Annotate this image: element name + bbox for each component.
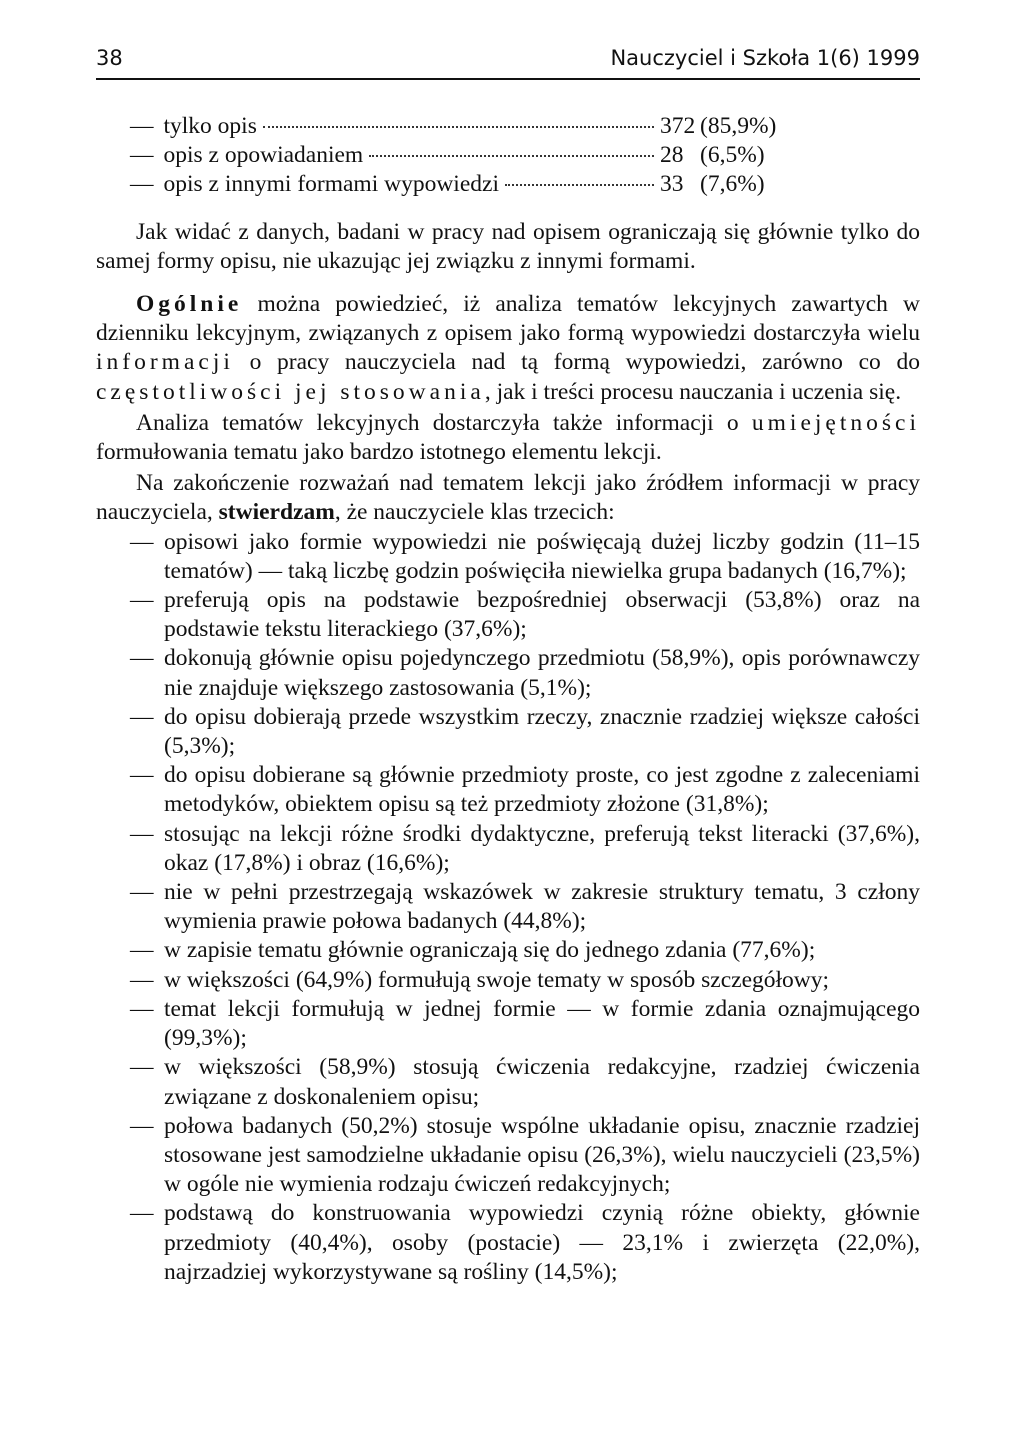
page-header [96, 44, 920, 78]
conclusion-text: w zapisie tematu głównie ograniczają się do jednego zdania (77,6%); [164, 937, 816, 964]
conclusion-item [96, 966, 920, 995]
text-run: można powiedzieć, iż analiza tematów lekcyjnych zawartych w dzienniku lekcyjnym, związanych z opisem jako formą wypowiedzi dostarczyła wielu [96, 291, 920, 347]
dash: — [130, 528, 154, 555]
dash: — [130, 645, 154, 672]
conclusion-text: nie w pełni przestrzegają wskazówek w zakresie struktury tematu, 3 człony wymienia prawie połowa badanych (44,8%); [164, 879, 920, 935]
stat-count: 372 [660, 113, 696, 139]
header-rule [96, 78, 920, 80]
dash: — [130, 995, 154, 1022]
stat-percent: (85,9%) [700, 113, 777, 139]
dash: — [130, 937, 154, 964]
conclusion-text: do opisu dobierają przede wszystkim rzeczy, znacznie rzadziej większe całości (5,3%); [164, 703, 920, 760]
text-run: Na zakończenie rozważań nad tematem lekcji jako źródłem informacji w pracy nauczyciela, [96, 470, 920, 526]
text-run: o pracy nauczyciela nad tą formą wypowiedzi, zarówno co do [233, 349, 920, 376]
dash: — [130, 879, 154, 906]
dash: — [130, 966, 154, 993]
paragraph-conclusion-intro [96, 469, 920, 527]
text-run: , jak i treści procesu nauczania i uczenia się. [484, 378, 902, 405]
stat-percent: (6,5%) [700, 142, 765, 169]
stat-row [96, 170, 790, 199]
body-text [96, 100, 920, 1287]
conclusion-item [96, 1053, 920, 1111]
conclusion-text: stosując na lekcji różne środki dydaktyczne, preferują tekst literacki (37,6%), okaz (17,8%) i obraz (16,6%); [164, 820, 920, 876]
running-title: Nauczyciel i Szkoła 1(6) 1999 [610, 46, 920, 70]
stat-count: 28 [660, 142, 684, 169]
conclusion-item [96, 995, 920, 1053]
text-run: , że nauczyciele klas trzecich: [334, 499, 615, 526]
conclusion-text: w większości (64,9%) formułują swoje tematy w sposób szczegółowy; [164, 966, 830, 993]
dot-leader [369, 155, 654, 157]
dash: — [130, 1054, 154, 1081]
spaced-emphasis: umiejętności [751, 409, 920, 436]
dash: — [130, 587, 154, 614]
conclusion-text: preferują opis na podstawie bezpośredniej obserwacji (53,8%) oraz na podstawie tekstu literackiego (37,6%); [164, 587, 920, 643]
dash: — [130, 1112, 154, 1139]
conclusion-item [96, 936, 920, 965]
stat-row [96, 112, 790, 141]
conclusion-item [96, 820, 920, 878]
dash: — [130, 1200, 154, 1227]
dash: — [130, 171, 154, 198]
conclusion-text: opisowi jako formie wypowiedzi nie poświęcają dużej liczby godzin (11–15 tematów) — taką liczbę godzin poświęciła niewielka grupa badanych (16,7%); [164, 528, 920, 584]
spaced-emphasis: częstotliwości jej stosowania [96, 378, 485, 405]
text-run: Analiza tematów lekcyjnych dostarczyła także informacji o [136, 409, 752, 436]
dash: — [130, 113, 154, 139]
stat-label: tylko opis [163, 113, 257, 139]
stats-list [96, 112, 920, 200]
dot-leader [505, 184, 654, 186]
lead-word: Ogólnie [136, 291, 243, 318]
conclusion-item [96, 878, 920, 936]
paragraph-analysis [96, 409, 920, 467]
stat-row [96, 141, 790, 170]
conclusion-item [96, 761, 920, 819]
paragraph-summary: Jak widać z danych, badani w pracy nad opisem ograniczają się głównie tylko do samej formy opisu, nie ukazując jej związku z innymi formami. [96, 218, 920, 274]
conclusion-item [96, 644, 920, 702]
bold-emphasis: stwierdzam [218, 499, 335, 526]
conclusion-text: w większości (58,9%) stosują ćwiczenia redakcyjne, rzadziej ćwiczenia związane z doskonaleniem opisu; [164, 1054, 920, 1110]
dash: — [130, 703, 154, 730]
conclusion-text: do opisu dobierane są głównie przedmioty proste, co jest zgodne z zaleceniami metodyków, obiektem opisu są też przedmioty złożone (31,8%); [164, 762, 920, 818]
conclusion-item [96, 586, 920, 644]
stat-count: 33 [660, 171, 684, 198]
conclusion-text: podstawą do konstruowania wypowiedzi czynią różne obiekty, głównie przedmioty (40,4%), osoby (postacie) — 23,1% i zwierzęta (22,0%), najrzadziej wykorzystywane są rośliny (14,5%); [164, 1200, 920, 1285]
paragraph-general [96, 290, 920, 407]
text-run: formułowania tematu jako bardzo istotnego elementu lekcji. [96, 439, 662, 466]
stat-label: opis z opowiadaniem [163, 142, 364, 169]
spaced-emphasis: informacji [96, 349, 234, 376]
conclusion-item [96, 1199, 920, 1287]
dash: — [130, 142, 154, 169]
conclusion-text: temat lekcji formułują w jednej formie — w formie zdania oznajmującego (99,3%); [164, 995, 920, 1052]
page-number: 38 [96, 46, 123, 70]
dot-leader [263, 126, 654, 128]
stat-percent: (7,6%) [700, 171, 765, 198]
conclusion-item [96, 528, 920, 586]
conclusion-item [96, 1112, 920, 1200]
dash: — [130, 820, 154, 847]
conclusion-item [96, 703, 920, 761]
conclusion-text: dokonują głównie opisu pojedynczego przedmiotu (58,9%), opis porównawczy nie znajduje większego zastosowania (5,1%); [164, 645, 920, 701]
conclusion-text: połowa badanych (50,2%) stosuje wspólne układanie opisu, znacznie rzadziej stosowane jest samodzielne układanie opisu (26,3%), wielu nauczycieli (23,5%) w ogóle nie wymienia rodzaju ćwiczeń redakcyjnych; [164, 1112, 920, 1198]
conclusions-list [96, 528, 920, 1287]
stat-label: opis z innymi formami wypowiedzi [163, 171, 499, 198]
dash: — [130, 762, 154, 789]
